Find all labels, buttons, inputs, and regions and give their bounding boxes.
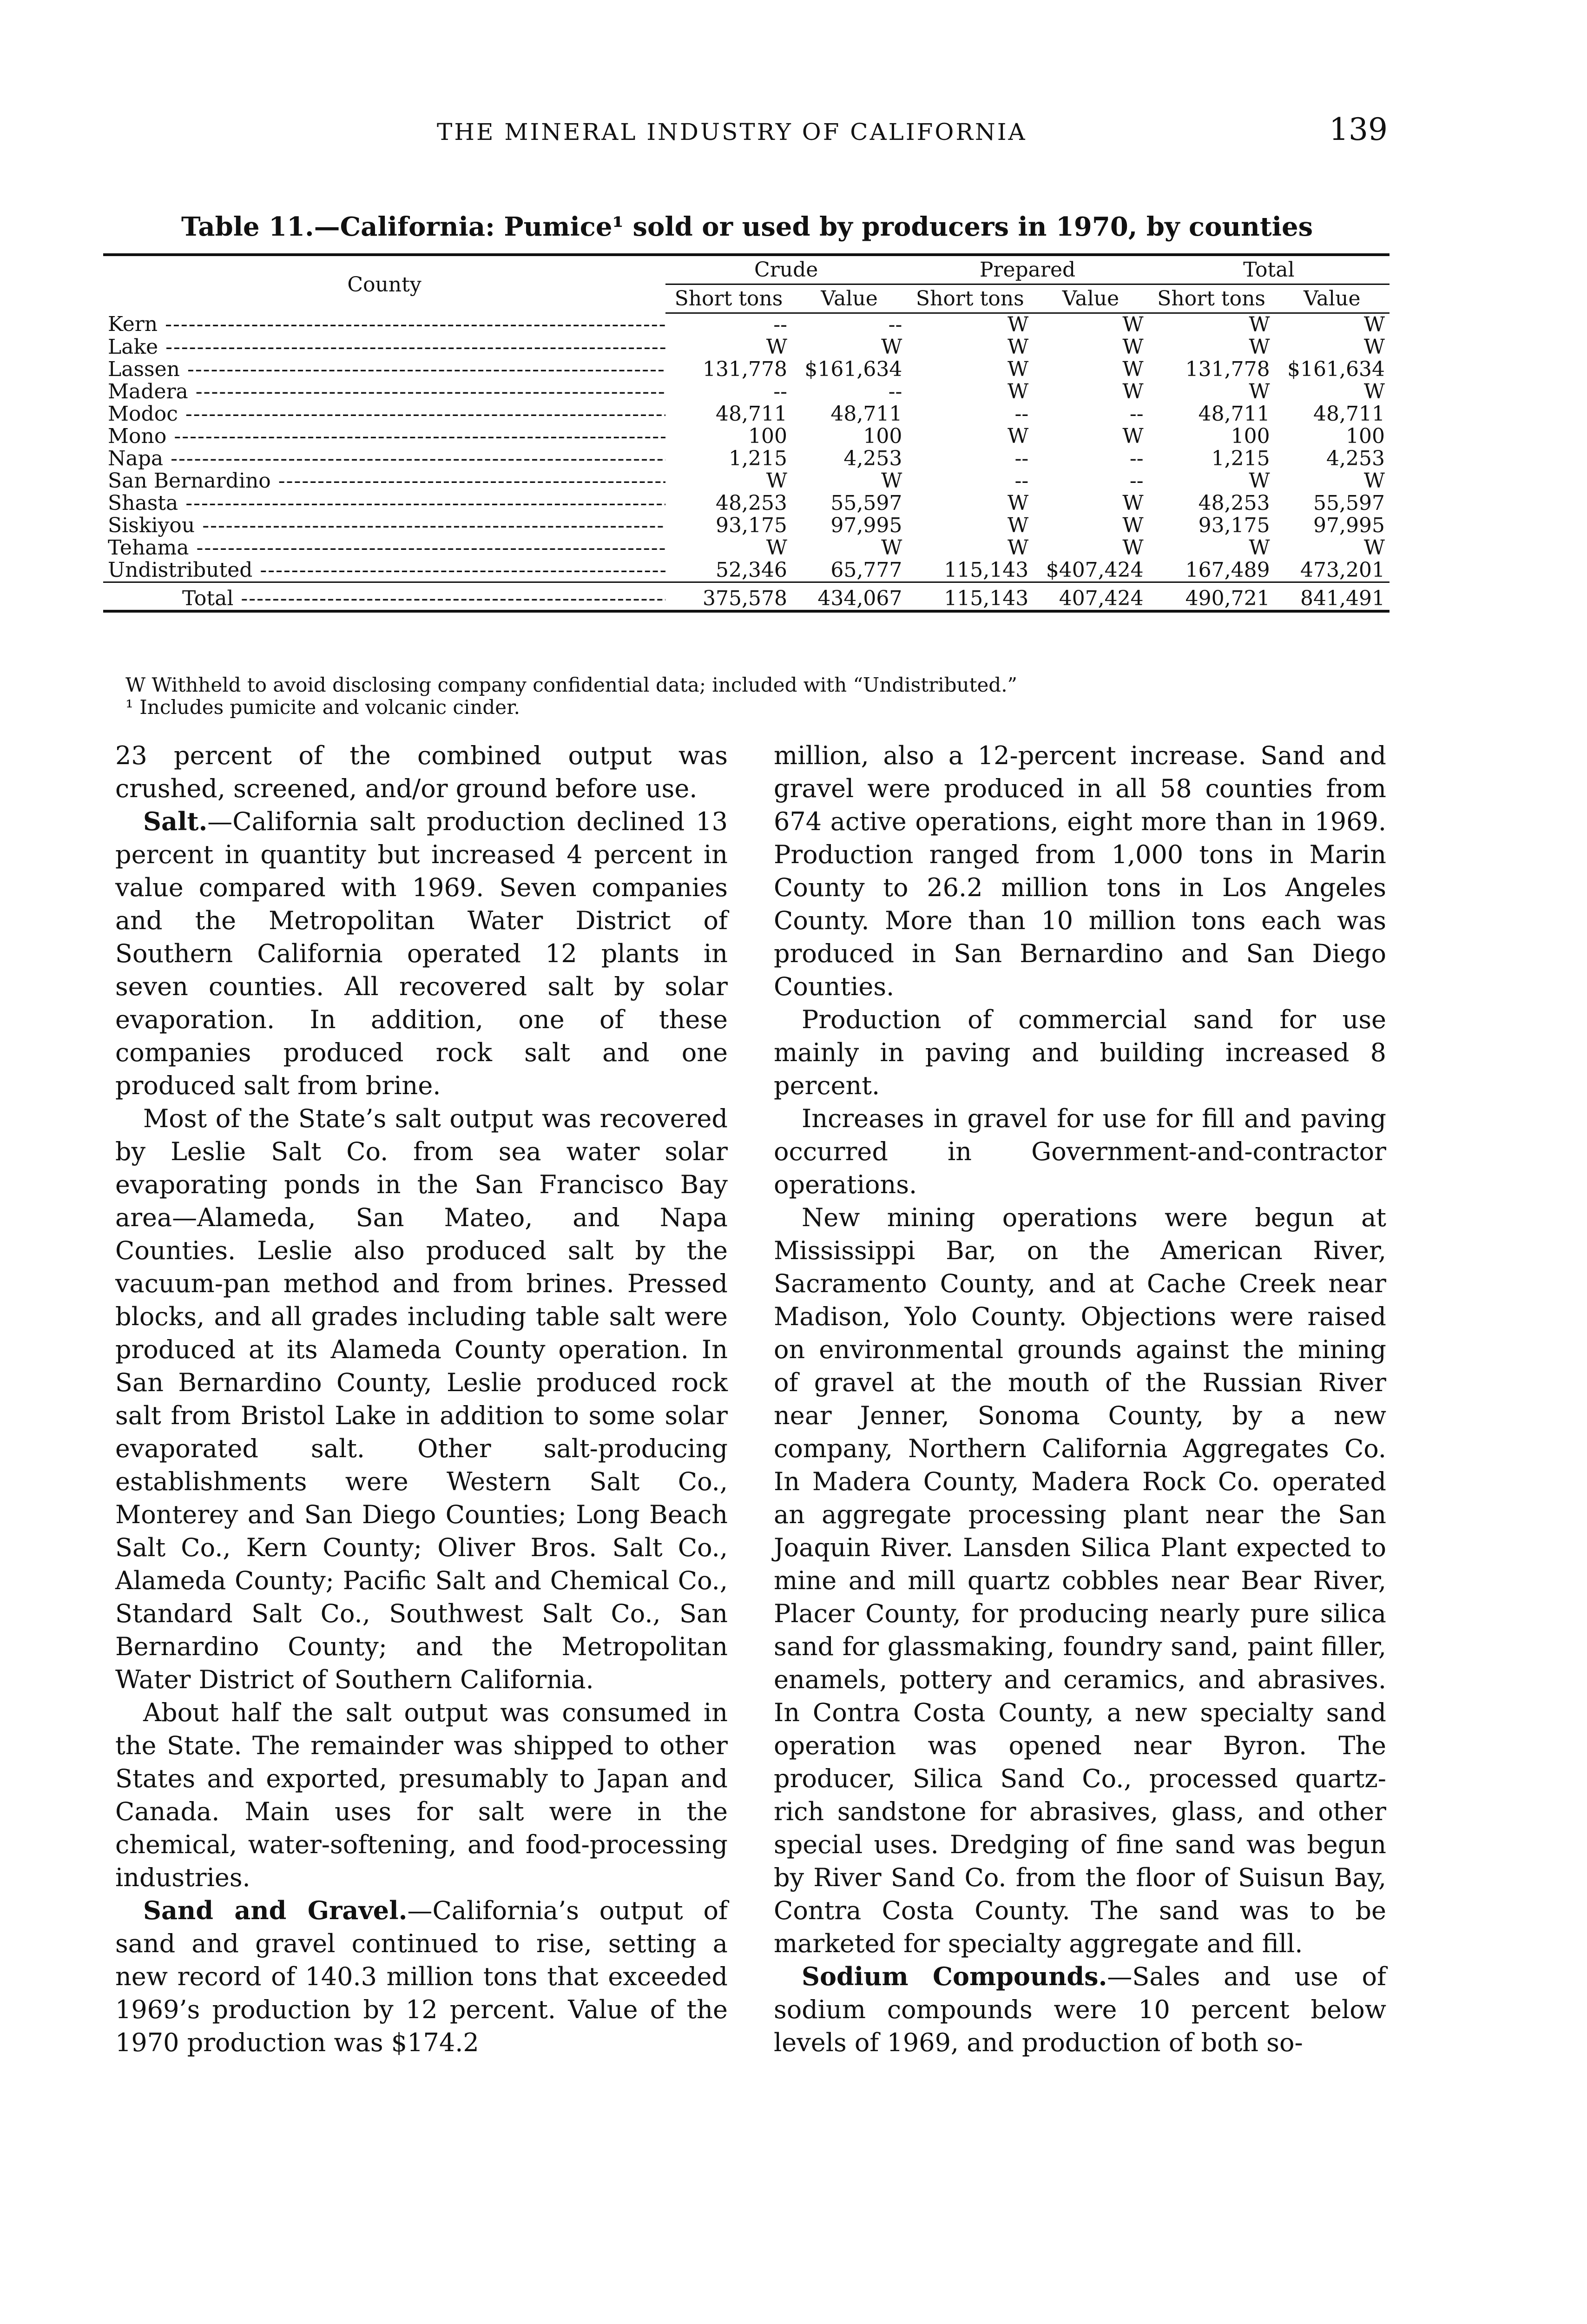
- table-row: [103, 515, 1389, 537]
- page-number: 139: [1329, 112, 1388, 147]
- value-cell: 93,175: [715, 514, 787, 537]
- value-cell: W: [1008, 313, 1029, 337]
- value-cell: --: [1014, 402, 1029, 426]
- value-cell: 93,175: [1198, 514, 1270, 537]
- value-cell: $161,634: [1287, 357, 1385, 381]
- footnote: W Withheld to avoid disclosing company confidential data; included with “Undistributed.”: [125, 673, 1018, 696]
- value-cell: W: [1122, 536, 1144, 560]
- value-cell: W: [1122, 335, 1144, 359]
- county-cell: Total -----: [103, 582, 665, 612]
- county-cell: Undistributed -----: [103, 559, 665, 582]
- paragraph: [115, 805, 728, 1102]
- value-cell: W: [1363, 335, 1385, 359]
- value-cell: --: [1014, 469, 1029, 493]
- paragraph-text: New mining operations were begun at Mississippi Bar, on the American River, Sacramento County, and at Cache Creek near Madison, Yolo County. Objections were raised on environmental grounds against the mining of gravel at the mouth of the Russian River near Jenner, Sonoma County, by a new company, Northern California Aggregates Co. In Madera County, Madera Rock Co. operated an aggregate processing plant near the San Joaquin River. Lansden Silica Plant expected to mine and mill quartz cobbles near Bear River, Placer County, for producing nearly pure silica sand for glassmaking, foundry sand, paint filler, enamels, pottery and ceramics, and abrasives. In Contra Costa County, a new specialty sand operation was opened near Byron. The producer, Silica Sand Co., processed quartz-rich sandstone for abrasives, glass, and other special uses. Dredging of fine sand was begun by River Sand Co. from the floor of Suisun Bay, Contra Costa County. The sand was to be marketed for specialty aggregate and fill.: [774, 1203, 1386, 1958]
- county-cell: Lake -----: [103, 336, 665, 358]
- value-cell: 4,253: [1326, 447, 1385, 470]
- county-cell: Tehama -----: [103, 537, 665, 559]
- paragraph-text: million, also a 12-percent increase. Sand and gravel were produced in all 58 counties from 674 active operations, eight more than in 1969. Production ranged from 1,000 tons in Marin County to 26.2 million tons in Los Angeles County. More than 10 million tons each was produced in San Bernardino and San Diego Counties.: [774, 741, 1386, 1001]
- paragraph: [774, 739, 1386, 1003]
- value-cell: 167,489: [1185, 558, 1270, 582]
- value-cell: W: [1122, 357, 1144, 381]
- value-cell: $407,424: [1046, 558, 1144, 582]
- value-cell: W: [1249, 380, 1270, 403]
- table-row: [103, 537, 1389, 559]
- paragraph: [115, 1894, 728, 2059]
- section-heading: Salt.: [143, 806, 208, 836]
- value-cell: 473,201: [1300, 558, 1385, 582]
- paragraph: [774, 1003, 1386, 1102]
- table-row: [103, 448, 1389, 470]
- group-header: Total: [1148, 255, 1389, 284]
- value-cell: --: [773, 313, 787, 337]
- county-header: County: [103, 255, 665, 313]
- value-cell: W: [1122, 313, 1144, 337]
- county-cell: Lassen -----: [103, 358, 665, 381]
- value-cell: W: [1008, 536, 1029, 560]
- value-cell: W: [1249, 313, 1270, 337]
- value-cell: W: [1008, 424, 1029, 448]
- subheader: Value: [792, 284, 907, 313]
- value-cell: 55,597: [830, 491, 902, 515]
- pumice-table: [103, 253, 1389, 613]
- paragraph-text: —California’s output of sand and gravel continued to rise, setting a new record of 140.3 million tons that exceeded 1969’s production by 12 percent. Value of the 1970 production was $174.2: [115, 1896, 728, 2057]
- value-cell: W: [1249, 469, 1270, 493]
- paragraph-text: Most of the State’s salt output was recovered by Leslie Salt Co. from sea water solar evaporating ponds in the San Francisco Bay area—Alameda, San Mateo, and Napa Counties. Leslie also produced salt by the vacuum-pan method and from brines. Pressed blocks, and all grades including table salt were produced at its Alameda County operation. In San Bernardino County, Leslie produced rock salt from Bristol Lake in addition to some solar evaporated salt. Other salt-producing establishments were Western Salt Co., Monterey and San Diego Counties; Long Beach Salt Co., Kern County; Oliver Bros. Salt Co., Alameda County; Pacific Salt and Chemical Co., Standard Salt Co., Southwest Salt Co., San Bernardino County; and the Metropolitan Water District of Southern California.: [115, 1104, 728, 1694]
- county-cell: Napa -----: [103, 448, 665, 470]
- value-cell: --: [1129, 469, 1144, 493]
- table-row: [103, 470, 1389, 492]
- value-cell: W: [881, 335, 902, 359]
- county-cell: Siskiyou -----: [103, 515, 665, 537]
- value-cell: 100: [863, 424, 902, 448]
- value-cell: W: [1008, 335, 1029, 359]
- value-cell: W: [881, 469, 902, 493]
- value-cell: --: [1014, 447, 1029, 470]
- county-cell: Mono -----: [103, 425, 665, 448]
- footnote: ¹ Includes pumicite and volcanic cinder.: [125, 696, 520, 719]
- county-cell: Kern -----: [103, 313, 665, 337]
- subheader: Short tons: [665, 284, 792, 313]
- value-cell: 48,711: [715, 402, 787, 426]
- value-cell: 434,067: [792, 582, 907, 612]
- value-cell: 100: [748, 424, 787, 448]
- paragraph: [774, 1960, 1386, 2059]
- value-cell: 48,711: [1198, 402, 1270, 426]
- value-cell: W: [1249, 335, 1270, 359]
- paragraph: [115, 1696, 728, 1894]
- value-cell: W: [1008, 357, 1029, 381]
- group-header: Crude: [665, 255, 907, 284]
- value-cell: W: [1249, 536, 1270, 560]
- value-cell: W: [1122, 514, 1144, 537]
- value-cell: 48,253: [715, 491, 787, 515]
- table-row: [103, 313, 1389, 337]
- paragraph: [774, 1102, 1386, 1201]
- subheader: Value: [1033, 284, 1148, 313]
- value-cell: --: [888, 313, 902, 337]
- table-footnotes: [125, 674, 1017, 719]
- value-cell: 115,143: [944, 558, 1029, 582]
- value-cell: 1,215: [728, 447, 787, 470]
- section-heading: Sand and Gravel.: [143, 1895, 408, 1925]
- table-row: [103, 425, 1389, 448]
- value-cell: W: [1122, 380, 1144, 403]
- table-row: [103, 381, 1389, 403]
- paragraph-text: About half the salt output was consumed in the State. The remainder was shipped to other States and exported, presumably to Japan and Canada. Main uses for salt were in the chemical, water-softening, and food-processing industries.: [115, 1698, 728, 1892]
- value-cell: 1,215: [1211, 447, 1270, 470]
- value-cell: W: [1363, 380, 1385, 403]
- county-cell: Shasta -----: [103, 492, 665, 515]
- value-cell: --: [1129, 447, 1144, 470]
- value-cell: W: [1363, 469, 1385, 493]
- table-row: [103, 358, 1389, 381]
- value-cell: 407,424: [1033, 582, 1148, 612]
- county-cell: San Bernardino -----: [103, 470, 665, 492]
- paragraph: [774, 1201, 1386, 1960]
- value-cell: W: [1122, 424, 1144, 448]
- value-cell: 100: [1346, 424, 1385, 448]
- value-cell: 52,346: [715, 558, 787, 582]
- value-cell: $161,634: [804, 357, 902, 381]
- paragraph: [115, 739, 728, 805]
- value-cell: 131,778: [702, 357, 787, 381]
- section-heading: Sodium Compounds.: [802, 1961, 1107, 1991]
- value-cell: 65,777: [830, 558, 902, 582]
- value-cell: 841,491: [1275, 582, 1389, 612]
- value-cell: W: [766, 469, 787, 493]
- value-cell: W: [881, 536, 902, 560]
- value-cell: 48,253: [1198, 491, 1270, 515]
- value-cell: 97,995: [830, 514, 902, 537]
- value-cell: 490,721: [1148, 582, 1275, 612]
- value-cell: 375,578: [665, 582, 792, 612]
- value-cell: --: [773, 380, 787, 403]
- value-cell: 48,711: [1313, 402, 1385, 426]
- value-cell: W: [1008, 380, 1029, 403]
- paragraph-text: 23 percent of the combined output was crushed, screened, and/or ground before use.: [115, 741, 728, 803]
- value-cell: 4,253: [843, 447, 902, 470]
- county-cell: Modoc -----: [103, 403, 665, 425]
- paragraph: [115, 1102, 728, 1696]
- table-title: Table 11.—California: Pumice¹ sold or used by producers in 1970, by counties: [181, 211, 1313, 242]
- value-cell: 55,597: [1313, 491, 1385, 515]
- subheader: Value: [1275, 284, 1389, 313]
- value-cell: 100: [1231, 424, 1270, 448]
- table-row: [103, 492, 1389, 515]
- value-cell: W: [1363, 313, 1385, 337]
- table-row: [103, 336, 1389, 358]
- paragraph-text: —Sales and use of sodium compounds were 10 percent below levels of 1969, and production of both so-: [774, 1962, 1387, 2057]
- value-cell: 48,711: [830, 402, 902, 426]
- value-cell: 97,995: [1313, 514, 1385, 537]
- subheader: Short tons: [1148, 284, 1275, 313]
- value-cell: W: [1008, 514, 1029, 537]
- subheader: Short tons: [907, 284, 1033, 313]
- value-cell: 115,143: [907, 582, 1033, 612]
- table-row: [103, 559, 1389, 582]
- value-cell: W: [766, 536, 787, 560]
- right-column: [774, 739, 1386, 2059]
- total-row: [103, 582, 1389, 612]
- value-cell: W: [1008, 491, 1029, 515]
- table-row: [103, 403, 1389, 425]
- value-cell: --: [1129, 402, 1144, 426]
- value-cell: W: [766, 335, 787, 359]
- left-column: [115, 739, 728, 2059]
- value-cell: W: [1363, 536, 1385, 560]
- value-cell: W: [1122, 491, 1144, 515]
- paragraph-text: —California salt production declined 13 percent in quantity but increased 4 percent in value compared with 1969. Seven companies and the Metropolitan Water District of Southern California operated 12 plants in seven counties. All recovered salt by solar evaporation. In addition, one of these companies produced rock salt and one produced salt from brine.: [115, 807, 728, 1100]
- paragraph-text: Production of commercial sand for use mainly in paving and building increased 8 percent.: [774, 1005, 1386, 1100]
- running-head: THE MINERAL INDUSTRY OF CALIFORNIA: [437, 119, 1027, 145]
- group-header: Prepared: [907, 255, 1148, 284]
- value-cell: --: [888, 380, 902, 403]
- county-cell: Madera -----: [103, 381, 665, 403]
- value-cell: 131,778: [1185, 357, 1270, 381]
- paragraph-text: Increases in gravel for use for fill and paving occurred in Government-and-contractor operations.: [774, 1104, 1386, 1199]
